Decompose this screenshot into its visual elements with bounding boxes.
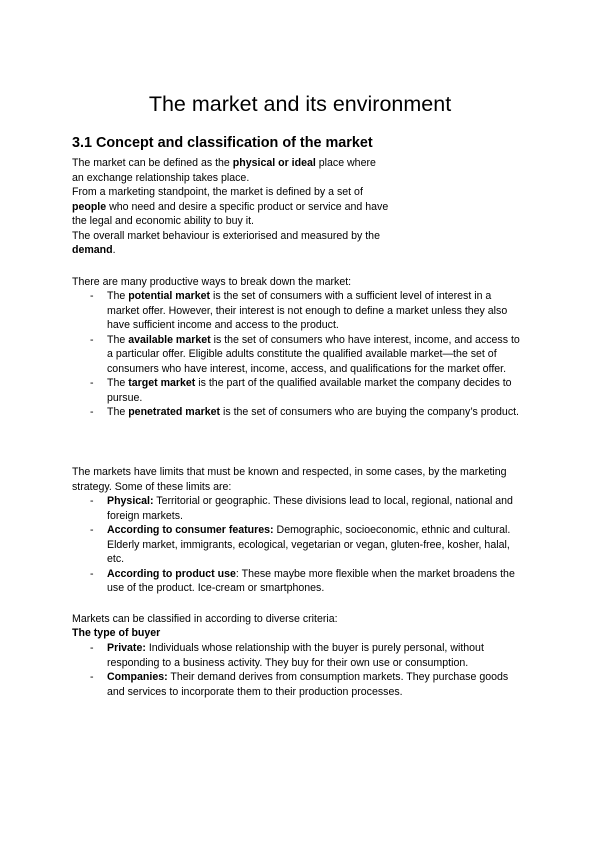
list-item: - According to product use: These maybe more flexible when the market broadens the use of the product. Ice-cream or smartphones.	[90, 567, 515, 594]
intro-line: people who need and desire a specific product or service and have	[72, 200, 389, 213]
intro-line: From a marketing standpoint, the market is defined by a set of	[72, 186, 363, 198]
limits-lead	[72, 465, 507, 494]
bullet-dash: -	[90, 377, 94, 389]
intro-line: The overall market behaviour is exteriorised and measured by the	[72, 229, 380, 242]
page-title: The market and its environment	[148, 92, 452, 116]
limits-lead-line: The markets have limits that must be known and respected, in some cases, by the marketing	[72, 466, 507, 478]
list-item: - The potential market is the set of consumers with a sufficient level of interest in a market offer. However, their interest is not enough to define a market unless they also have sufficient income and access to the product.	[90, 290, 508, 331]
classification-list	[0, 641, 600, 699]
breakdown-lead: There are many productive ways to break down the market:	[72, 276, 352, 288]
bullet-dash: -	[90, 567, 94, 580]
bullet-dash: -	[90, 333, 94, 346]
classification-lead: Markets can be classified in according to diverse criteria:	[72, 613, 338, 625]
list-item: - According to consumer features: Demographic, socioeconomic, ethnic and cultural. Elderly market, immigrants, ecological, vegetarian or vegan, gluten-free, kosher, halal, etc.	[90, 524, 511, 565]
bullet-dash: -	[90, 524, 94, 536]
limits-list	[0, 494, 600, 596]
list-item: - Private: Individuals whose relationship with the buyer is purely personal, without responding to a business activity. They buy for their own use or consumption.	[90, 642, 484, 669]
intro-line: an exchange relationship takes place.	[72, 171, 250, 184]
bullet-dash: -	[90, 406, 94, 418]
limits-lead-line: strategy. Some of these limits are:	[72, 480, 232, 493]
bullet-dash: -	[90, 290, 94, 302]
bullet-dash: -	[90, 642, 94, 654]
section-heading: 3.1 Concept and classification of the market	[72, 135, 373, 151]
intro-line: the legal and economic ability to buy it.	[72, 215, 254, 227]
list-item: - Companies: Their demand derives from consumption markets. They purchase goods and services to incorporate them to their production processes.	[90, 671, 509, 698]
intro-line: The market can be defined as the physical or ideal place where	[72, 157, 376, 169]
list-item: - The available market is the set of consumers who have interest, income, and access to a particular offer. Eligible adults constitute the qualified available market—the set of consumers who have interest, income, access, and qualifications for the market offer.	[90, 333, 520, 375]
bullet-dash: -	[90, 495, 94, 507]
breakdown-list	[0, 289, 600, 420]
classification-subheading: The type of buyer	[72, 627, 161, 639]
bullet-dash: -	[90, 671, 94, 683]
intro-paragraph	[72, 156, 388, 258]
list-item: - Physical: Territorial or geographic. These divisions lead to local, regional, national and foreign markets.	[90, 495, 513, 522]
list-item: - The target market is the part of the qualified available market the company decides to pursue.	[90, 377, 512, 404]
intro-line: demand.	[72, 244, 116, 256]
list-item: - The penetrated market is the set of consumers who are buying the company’s product.	[90, 406, 520, 418]
